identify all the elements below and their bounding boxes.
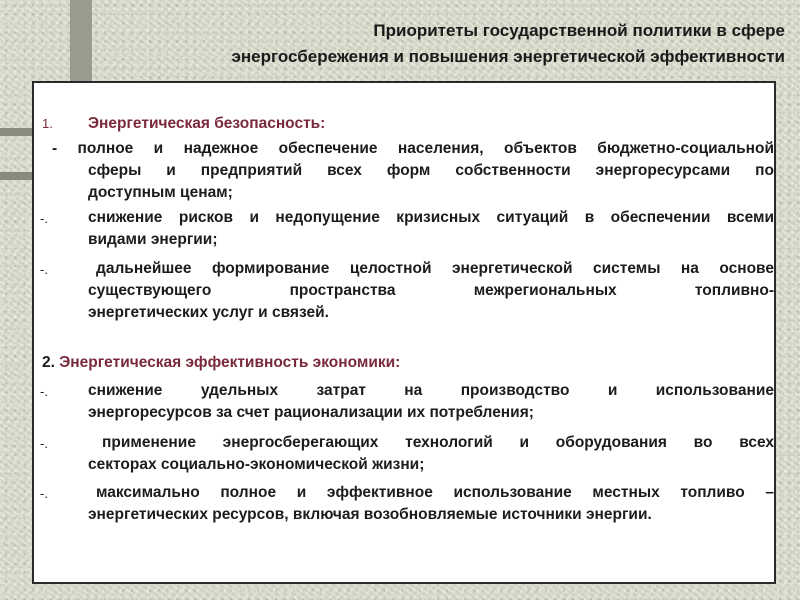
section-2-bullet-2-cont xyxy=(88,454,774,476)
section-2-heading xyxy=(42,352,762,374)
slide-title xyxy=(110,18,785,70)
section-2-bullet-2 xyxy=(102,432,774,454)
decorative-bar-left-2 xyxy=(0,172,32,180)
section-1-title: Энергетическая безопасность: xyxy=(88,115,326,132)
section-1-bullet-1-cont xyxy=(88,160,774,204)
section-1-bullet-3 xyxy=(96,258,774,280)
bullet-line: применение энергосберегающих технологий и оборудования во всех xyxy=(102,434,774,451)
bullet-line: секторах социально-экономической жизни; xyxy=(88,456,425,473)
bullet-line: максимально полное и эффективное использование местных топливо – xyxy=(96,484,774,501)
section-2-bullet-1 xyxy=(88,380,774,424)
bullet-line: энергоресурсов за счет рационализации их потребления; xyxy=(88,404,534,421)
section-1-bullet-3-marker: -. xyxy=(40,262,48,277)
bullet-line: снижение удельных затрат на производство и использование xyxy=(88,382,774,399)
slide-title-line-1: Приоритеты государственной политики в сфере xyxy=(373,21,785,40)
bullet-line: энергетических ресурсов, включая возобновляемые источники энергии. xyxy=(88,506,652,523)
bullet-line: дальнейшее формирование целостной энергетической системы на основе xyxy=(96,260,774,277)
section-1-heading xyxy=(42,113,762,135)
decorative-bar-top xyxy=(70,0,92,92)
section-2-title: Энергетическая эффективность экономики: xyxy=(59,354,401,371)
section-2-bullet-1-marker: -. xyxy=(40,384,48,399)
section-1-bullet-1 xyxy=(52,138,774,160)
bullet-line: сферы и предприятий всех форм собственности энергоресурсами по xyxy=(88,162,774,179)
section-2-bullet-3 xyxy=(96,482,774,504)
section-2-bullet-3-cont xyxy=(88,504,774,526)
section-2-bullet-2-marker: -. xyxy=(40,436,48,451)
bullet-line: - полное и надежное обеспечение населения, объектов бюджетно-социальной xyxy=(52,140,774,157)
bullet-line: энергетических услуг и связей. xyxy=(88,304,329,321)
section-1-number: 1. xyxy=(42,116,53,131)
bullet-line: существующего пространства межрегиональных топливно- xyxy=(88,282,774,299)
bullet-line: видами энергии; xyxy=(88,231,218,248)
section-2-bullet-3-marker: -. xyxy=(40,486,48,501)
section-1-bullet-3-cont xyxy=(88,280,774,324)
section-1-bullet-2 xyxy=(88,207,774,251)
section-1-bullet-2-marker: -. xyxy=(40,211,48,226)
bullet-line: снижение рисков и недопущение кризисных ситуаций в обеспечении всеми xyxy=(88,209,774,226)
section-2-number: 2. xyxy=(42,354,55,371)
bullet-line: доступным ценам; xyxy=(88,184,233,201)
content-box xyxy=(32,81,776,584)
decorative-bar-left-1 xyxy=(0,128,32,136)
slide-title-line-2: энергосбережения и повышения энергетической эффективности xyxy=(231,47,785,66)
